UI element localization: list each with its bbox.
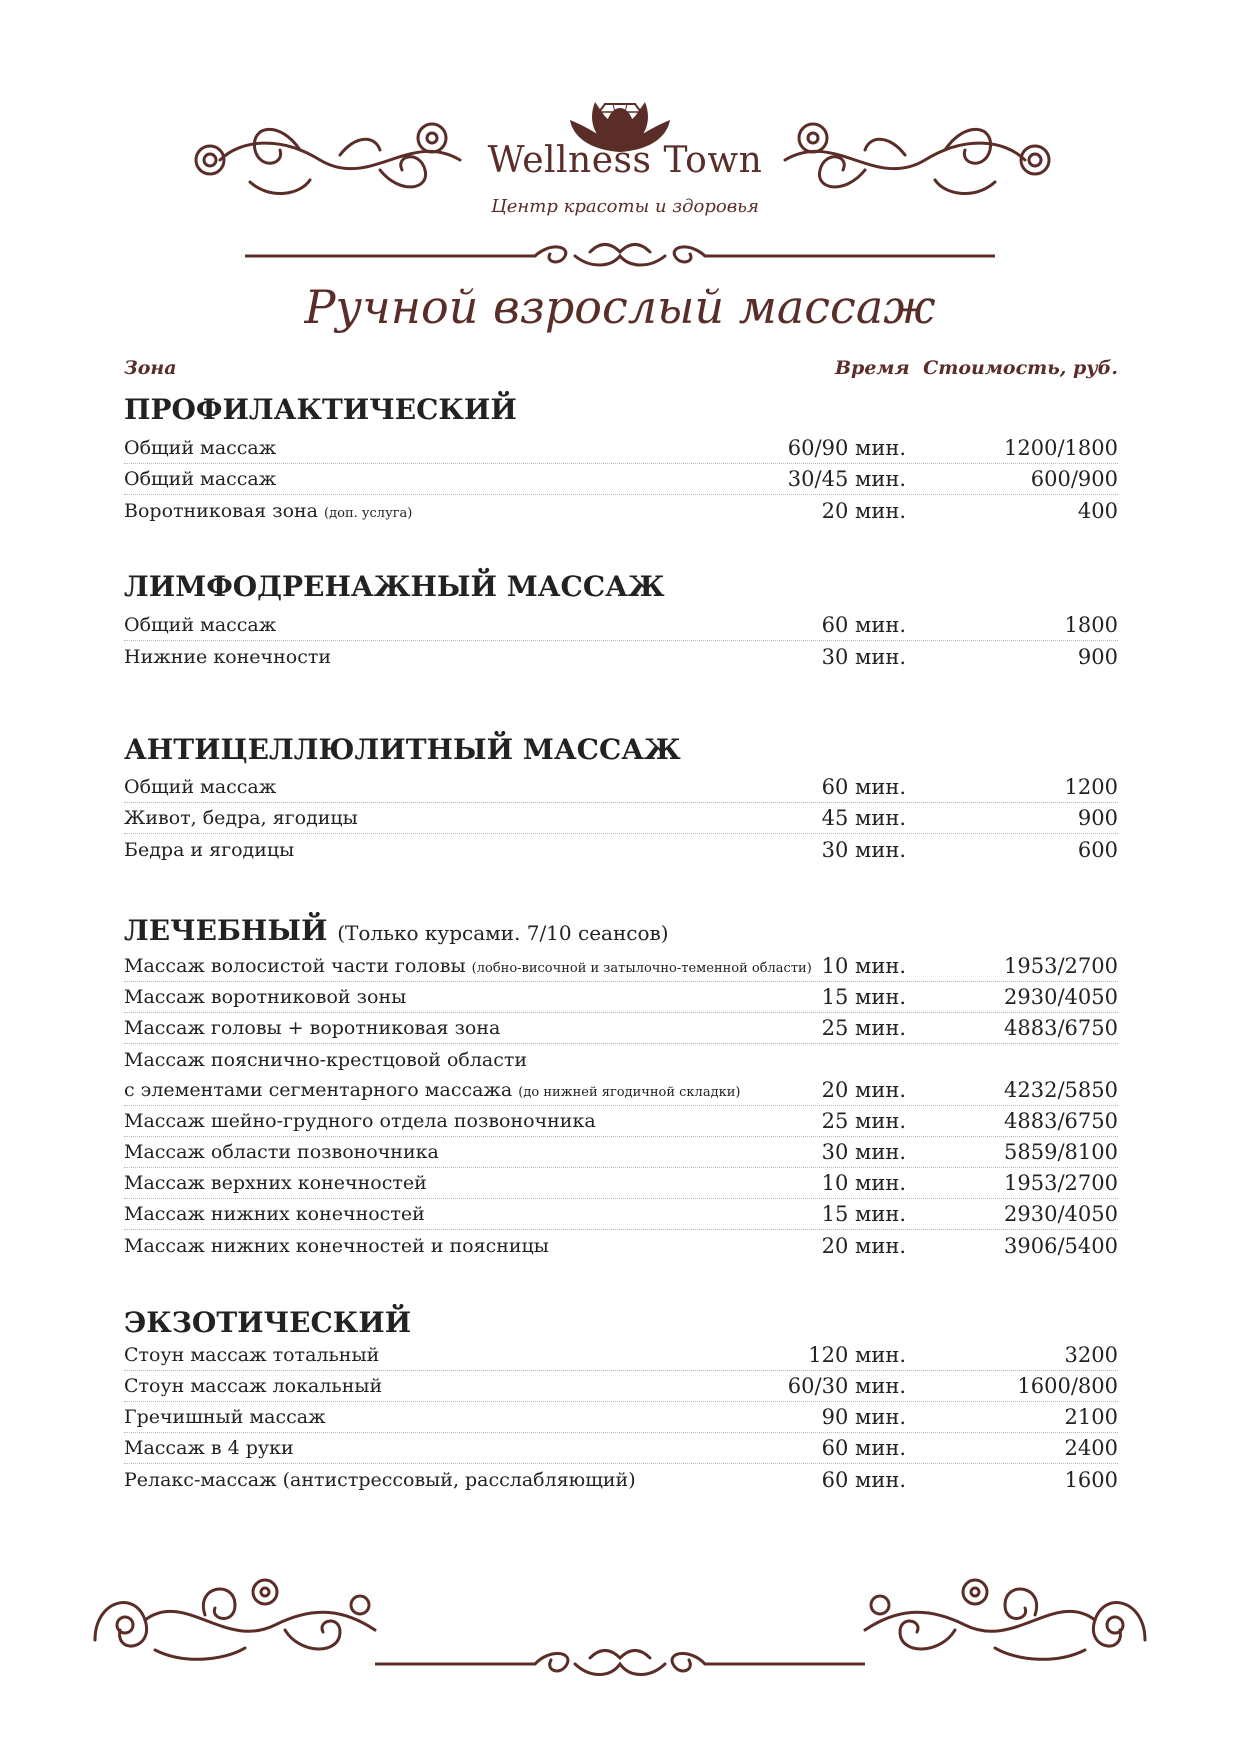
service-time: 10 мин.	[821, 1171, 906, 1195]
service-time: 20 мин.	[821, 1234, 906, 1258]
section-title-lymph: ЛИМФОДРЕНАЖНЫЙ МАССАЖ	[124, 570, 665, 603]
section-title-anticellulite: АНТИЦЕЛЛЮЛИТНЫЙ МАССАЖ	[124, 733, 681, 766]
table-row	[124, 1230, 1118, 1261]
service-name: Гречишный массаж	[124, 1406, 326, 1428]
service-name: Релакс-массаж (антистрессовый, расслабляющий)	[124, 1469, 636, 1491]
service-name: Массаж шейно-грудного отдела позвоночника	[124, 1110, 596, 1132]
service-note: (до нижней ягодичной складки)	[518, 1085, 741, 1100]
service-name: Стоун массаж тотальный	[124, 1344, 380, 1366]
table-row	[124, 1013, 1118, 1044]
column-header-time: Время	[835, 357, 910, 379]
service-time: 20 мин.	[821, 499, 906, 523]
service-price: 5859/8100	[1004, 1140, 1118, 1164]
column-header-zone: Зона	[124, 357, 177, 379]
service-time: 15 мин.	[821, 985, 906, 1009]
table-row	[124, 641, 1118, 672]
brand-name: Wellness Town	[487, 140, 763, 181]
service-price: 1953/2700	[1004, 1171, 1118, 1195]
service-price: 1200	[1064, 775, 1118, 799]
service-time: 25 мин.	[821, 1016, 906, 1040]
section-title-preventive: ПРОФИЛАКТИЧЕСКИЙ	[124, 393, 517, 426]
table-row	[124, 1433, 1118, 1464]
page-title: Ручной взрослый массаж	[304, 280, 936, 334]
service-price: 1800	[1064, 613, 1118, 637]
service-time: 60/30 мин.	[787, 1374, 906, 1398]
section-title-exotic: ЭКЗОТИЧЕСКИЙ	[124, 1306, 412, 1339]
service-price: 1600	[1064, 1468, 1118, 1492]
service-time: 15 мин.	[821, 1202, 906, 1226]
service-time: 120 мин.	[808, 1343, 906, 1367]
service-name: Нижние конечности	[124, 646, 332, 668]
service-name: Массаж нижних конечностей и поясницы	[124, 1235, 549, 1257]
flourish-left-icon	[180, 110, 470, 210]
footer-flourish-left-icon	[85, 1570, 385, 1670]
service-name: Массаж волосистой части головы (лобно-височной и затылочно-теменной области)	[124, 955, 812, 977]
service-time: 90 мин.	[821, 1405, 906, 1429]
table-row	[124, 1106, 1118, 1137]
service-price: 2100	[1064, 1405, 1118, 1429]
service-time: 30 мин.	[821, 1140, 906, 1164]
service-price: 600	[1077, 838, 1118, 862]
service-time: 60 мин.	[821, 1436, 906, 1460]
footer-flourish-right-icon	[855, 1570, 1155, 1670]
service-price: 2930/4050	[1004, 1202, 1118, 1226]
table-row	[124, 982, 1118, 1013]
table-row	[124, 834, 1118, 865]
service-price: 4883/6750	[1004, 1016, 1118, 1040]
table-row	[124, 1075, 1118, 1106]
service-price: 1600/800	[1017, 1374, 1118, 1398]
table-row	[124, 1402, 1118, 1433]
service-name: Воротниковая зона (доп. услуга)	[124, 500, 413, 522]
header-divider-icon	[245, 240, 995, 272]
service-name: Массаж воротниковой зоны	[124, 986, 407, 1008]
column-header-price: Стоимость, руб.	[923, 357, 1118, 379]
service-note: (доп. услуга)	[324, 506, 413, 521]
service-name: Живот, бедра, ягодицы	[124, 807, 358, 829]
service-name: Массаж пояснично-крестцовой области	[124, 1049, 528, 1071]
service-name: Общий массаж	[124, 437, 277, 459]
service-price: 1953/2700	[1004, 954, 1118, 978]
service-time: 45 мин.	[821, 806, 906, 830]
table-row	[124, 1340, 1118, 1371]
service-name: Массаж головы + воротниковая зона	[124, 1017, 501, 1039]
service-price: 1200/1800	[1004, 436, 1118, 460]
service-name: Массаж области позвоночника	[124, 1141, 439, 1163]
table-row	[124, 495, 1118, 526]
table-row	[124, 1137, 1118, 1168]
service-time: 25 мин.	[821, 1109, 906, 1133]
table-row	[124, 1044, 1118, 1075]
service-price: 2930/4050	[1004, 985, 1118, 1009]
service-time: 60/90 мин.	[787, 436, 906, 460]
section-title-therapeutic: ЛЕЧЕБНЫЙ (Только курсами. 7/10 сеансов)	[124, 914, 669, 947]
table-row	[124, 951, 1118, 982]
service-time: 60 мин.	[821, 613, 906, 637]
service-name: Массаж в 4 руки	[124, 1437, 294, 1459]
service-price: 600/900	[1030, 467, 1118, 491]
service-time: 20 мин.	[821, 1078, 906, 1102]
service-time: 30/45 мин.	[787, 467, 906, 491]
service-name: Массаж нижних конечностей	[124, 1203, 425, 1225]
table-row	[124, 610, 1118, 641]
service-time: 60 мин.	[821, 1468, 906, 1492]
table-row	[124, 803, 1118, 834]
service-name: Бедра и ягодицы	[124, 839, 295, 861]
table-row	[124, 464, 1118, 495]
service-price: 900	[1077, 645, 1118, 669]
service-price: 900	[1077, 806, 1118, 830]
service-price: 4883/6750	[1004, 1109, 1118, 1133]
footer-divider-icon	[375, 1644, 865, 1684]
service-name: Общий массаж	[124, 614, 277, 636]
table-row	[124, 433, 1118, 464]
service-time: 30 мин.	[821, 838, 906, 862]
service-price: 400	[1077, 499, 1118, 523]
flourish-right-icon	[775, 110, 1065, 210]
service-name: Общий массаж	[124, 468, 277, 490]
service-name: Общий массаж	[124, 776, 277, 798]
brand-tagline: Центр красоты и здоровья	[491, 196, 759, 217]
table-row	[124, 1464, 1118, 1495]
service-time: 10 мин.	[821, 954, 906, 978]
service-price: 3200	[1064, 1343, 1118, 1367]
table-row	[124, 1371, 1118, 1402]
section-note: (Только курсами. 7/10 сеансов)	[337, 921, 669, 945]
service-price: 4232/5850	[1004, 1078, 1118, 1102]
service-name: Массаж верхних конечностей	[124, 1172, 427, 1194]
table-row	[124, 1168, 1118, 1199]
service-name: с элементами сегментарного массажа (до нижней ягодичной складки)	[124, 1079, 741, 1101]
service-name: Стоун массаж локальный	[124, 1375, 383, 1397]
service-price: 3906/5400	[1004, 1234, 1118, 1258]
service-time: 30 мин.	[821, 645, 906, 669]
table-row	[124, 1199, 1118, 1230]
service-time: 60 мин.	[821, 775, 906, 799]
table-row	[124, 772, 1118, 803]
service-price: 2400	[1064, 1436, 1118, 1460]
service-note: (лобно-височной и затылочно-теменной области)	[471, 961, 812, 976]
